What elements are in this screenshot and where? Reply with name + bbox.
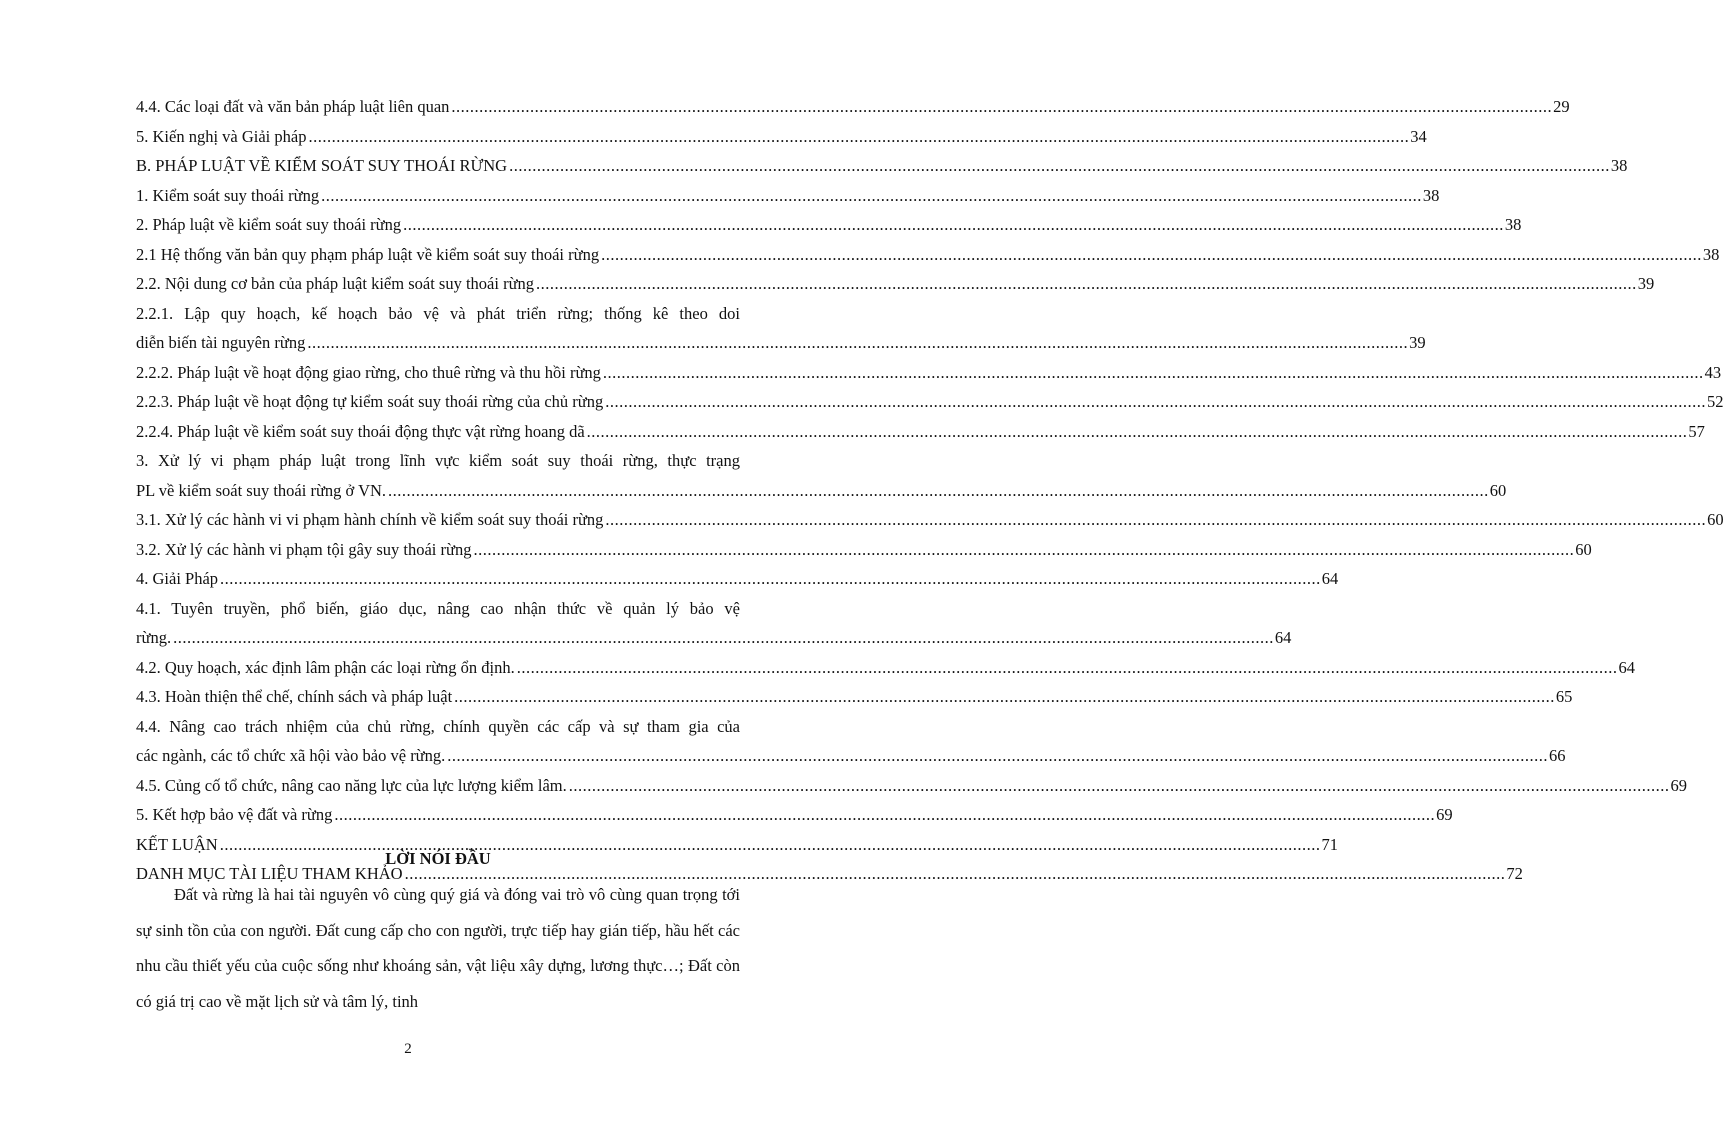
toc-page-number: 60: [1575, 539, 1592, 559]
toc-page-number: 39: [1409, 333, 1426, 352]
toc-page-number: 69: [1670, 775, 1688, 795]
toc-entry: [136, 682, 1573, 712]
toc-leader-dots: [515, 653, 1618, 683]
section-heading: LỜI NÓI ĐẦU: [385, 849, 491, 868]
toc-entry-title-continued: PL về kiểm soát suy thoái rừng ở VN.: [136, 480, 387, 500]
toc-entry-title: 4.4. Nâng cao trách nhiệm của chủ rừng, chính quyền các cấp và sự tham gia của: [136, 716, 740, 736]
toc-leader-dots: [603, 505, 1706, 535]
toc-entry: [136, 92, 1570, 122]
toc-leader-dots: [471, 535, 1574, 565]
toc-page-number: 72: [1506, 864, 1523, 883]
toc-entry: [136, 240, 1720, 270]
toc-entry-title: 2.2.2. Pháp luật về hoạt động giao rừng, cho thuê rừng và thu hồi rừng: [136, 362, 601, 382]
toc-entry-title: 3.2. Xử lý các hành vi phạm tội gây suy thoái rừng: [136, 539, 472, 559]
toc-entry-title: 4.1. Tuyên truyền, phổ biến, giáo dục, nâng cao nhận thức về quản lý bảo vệ: [136, 598, 740, 618]
toc-leader-dots: [171, 623, 1274, 653]
toc-page-number: 52: [1706, 392, 1724, 411]
toc-page-number: 38: [1610, 156, 1628, 175]
toc-entry: [136, 800, 1453, 830]
toc-entry-title: DANH MỤC TÀI LIỆU THAM KHẢO: [136, 864, 403, 883]
toc-entry-title: 5. Kiến nghị và Giải pháp: [136, 126, 307, 146]
toc-leader-dots: [599, 240, 1702, 270]
toc-entry-line: [136, 299, 740, 329]
toc-entry-title: 4.5. Củng cố tổ chức, nâng cao năng lực của lực lượng kiểm lâm.: [136, 775, 567, 795]
toc-page-number: 64: [1321, 569, 1339, 588]
toc-entry-title-continued: rừng.: [136, 628, 172, 647]
toc-page-number: 69: [1436, 805, 1453, 824]
toc-leader-dots: [305, 328, 1408, 358]
toc-entry-line: [136, 594, 740, 624]
toc-page-number: 38: [1422, 185, 1440, 205]
toc-leader-dots: [452, 682, 1555, 712]
toc-page-number: 60: [1707, 510, 1724, 529]
toc-entry: [136, 210, 1522, 240]
toc-leader-dots: [507, 151, 1610, 181]
toc-entry: [136, 269, 1655, 299]
toc-entry-line: [136, 741, 1566, 771]
toc-leader-dots: [567, 771, 1670, 801]
toc-entry-title: 1. Kiểm soát suy thoái rừng: [136, 185, 320, 205]
toc-leader-dots: [332, 800, 1435, 830]
toc-entry-title: 2.1 Hệ thống văn bản quy phạm pháp luật về kiểm soát suy thoái rừng: [136, 244, 600, 264]
toc-page-number: 57: [1688, 421, 1705, 441]
toc-leader-dots: [601, 358, 1704, 388]
toc-entry-title-continued: các ngành, các tổ chức xã hội vào bảo vệ rừng.: [136, 746, 446, 765]
toc-entry-title: 2. Pháp luật về kiểm soát suy thoái rừng: [136, 215, 402, 234]
toc-entry-title: 2.2.3. Pháp luật về hoạt động tự kiểm soát suy thoái rừng của chủ rừng: [136, 392, 604, 411]
toc-leader-dots: [401, 210, 1504, 240]
toc-leader-dots: [218, 564, 1321, 594]
toc-page-number: 43: [1704, 362, 1722, 382]
toc-page-number: 39: [1637, 274, 1655, 293]
toc-leader-dots: [319, 181, 1422, 211]
toc-entry: [136, 564, 1339, 594]
toc-entry-title-continued: diễn biến tài nguyên rừng: [136, 333, 306, 352]
toc-entry-title: KẾT LUẬN: [136, 834, 218, 854]
toc-entry-title: 5. Kết hợp bảo vệ đất và rừng: [136, 805, 333, 824]
toc-entry: [136, 151, 1628, 181]
toc-page-number: 29: [1553, 97, 1570, 116]
toc-page-number: 38: [1702, 244, 1720, 264]
toc-page-number: 38: [1504, 215, 1522, 234]
toc-entry: [136, 358, 1722, 388]
toc-leader-dots: [386, 476, 1489, 506]
toc-leader-dots: [585, 417, 1688, 447]
toc-entry: [136, 417, 1705, 447]
toc-entry: [136, 653, 1635, 683]
toc-entry-title: 2.2. Nội dung cơ bản của pháp luật kiểm soát suy thoái rừng: [136, 274, 535, 293]
toc-entry-title: B. PHÁP LUẬT VỀ KIỂM SOÁT SUY THOÁI RỪNG: [136, 156, 508, 175]
toc-entry-title: 3.1. Xử lý các hành vi vi phạm hành chính về kiểm soát suy thoái rừng: [136, 510, 604, 529]
toc-page-number: 64: [1618, 657, 1635, 677]
toc-page-number: 71: [1321, 834, 1338, 854]
page-number: 2: [404, 1041, 412, 1057]
toc-page-number: 65: [1555, 687, 1573, 706]
body-text: [136, 877, 740, 1019]
table-of-contents: [136, 92, 1724, 889]
toc-page-number: 64: [1274, 628, 1292, 647]
toc-page-number: 66: [1549, 746, 1566, 765]
toc-entry: [136, 387, 1724, 417]
toc-entry-line: [136, 446, 740, 476]
toc-entry-line: [136, 476, 1507, 506]
toc-entry-title: 4.4. Các loại đất và văn bản pháp luật liên quan: [136, 97, 450, 116]
toc-entry: [136, 771, 1688, 801]
toc-entry-line: [136, 623, 1292, 653]
toc-entry-title: 3. Xử lý vi phạm pháp luật trong lĩnh vực kiểm soát suy thoái rừng, thực trạng: [136, 451, 740, 470]
toc-page-number: 60: [1489, 480, 1507, 500]
toc-entry-title: 4.3. Hoàn thiện thể chế, chính sách và pháp luật: [136, 687, 453, 706]
toc-entry-title: 2.2.4. Pháp luật về kiểm soát suy thoái động thực vật rừng hoang dã: [136, 421, 585, 441]
toc-leader-dots: [449, 92, 1552, 122]
toc-leader-dots: [445, 741, 1548, 771]
toc-entry: [136, 181, 1440, 211]
toc-entry: [136, 122, 1427, 152]
toc-entry: [136, 505, 1724, 535]
toc-entry-title: 4.2. Quy hoạch, xác định lâm phận các loại rừng ổn định.: [136, 657, 515, 677]
toc-entry-title: 2.2.1. Lập quy hoạch, kế hoạch bảo vệ và phát triển rừng; thống kê theo doi: [136, 303, 740, 323]
toc-leader-dots: [306, 122, 1409, 152]
body-paragraph: Đất và rừng là hai tài nguyên vô cùng quý giá và đóng vai trò vô cùng quan trọng tới sự sinh tồn của con người. Đất cung cấp cho con người, trực tiếp hay gián tiếp, hầu hết các nhu cầu thiết yếu của cuộc sống như khoáng sản, vật liệu xây dựng, lương thực…; Đất còn có giá trị cao về mặt lịch sử và tâm lý, tinh: [136, 885, 740, 1011]
toc-entry-line: [136, 328, 1426, 358]
toc-entry: [136, 535, 1592, 565]
toc-leader-dots: [534, 269, 1637, 299]
toc-entry-line: [136, 712, 740, 742]
toc-entry-title: 4. Giải Pháp: [136, 569, 219, 588]
toc-page-number: 34: [1410, 126, 1427, 146]
toc-leader-dots: [603, 387, 1706, 417]
